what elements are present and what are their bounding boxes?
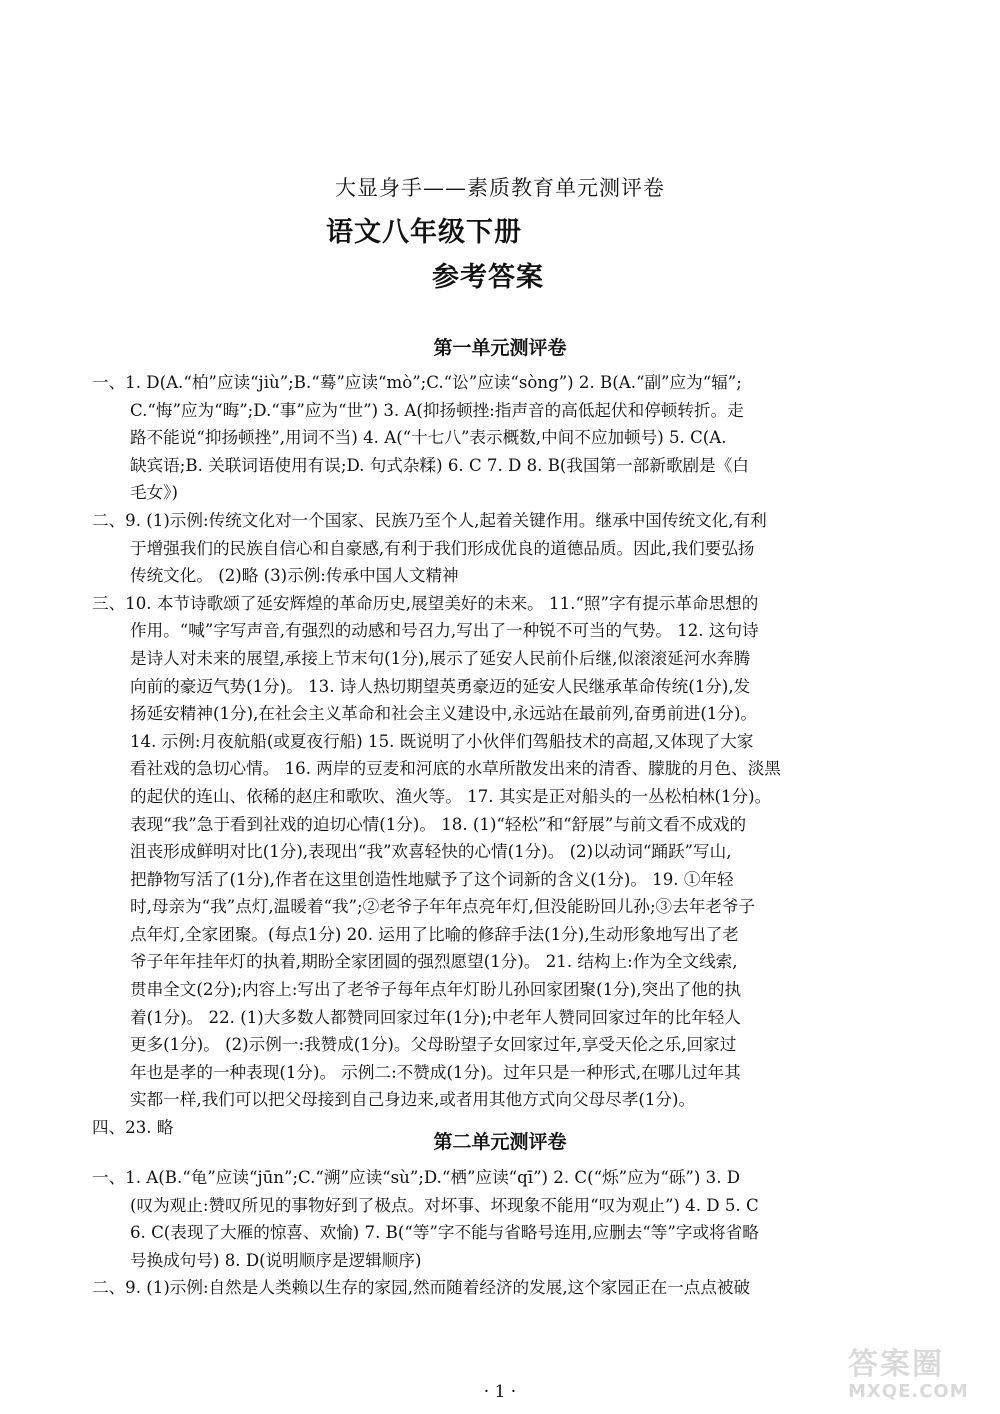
unit1-line: 一、1. D(A.“柏”应读“jiù”;B.“蓦”应读“mò”;C.“讼”应读“sòng”) 2. B(A.“副”应为“辐”; — [92, 373, 742, 392]
unit1-line: 14. 示例:月夜航船(或夏夜行船) 15. 既说明了小伙伴们驾船技术的高超,又体现了大家 — [130, 731, 754, 751]
unit1-line: 着(1分)。 22. (1)大多数人都赞同回家过年(1分);中老年人赞同回家过年的比年轻人 — [130, 1007, 741, 1027]
book-title: 语文八年级下册 — [326, 217, 522, 248]
unit1-line: 作用。“喊”字写声音,有强烈的动感和号召力,写出了一种锐不可当的气势。 12. 这句诗 — [130, 621, 759, 641]
unit1-line: 传统文化。 (2)略 (3)示例:传承中国人文精神 — [130, 566, 459, 586]
unit1-line: 的起伏的连山、依稀的赵庄和歌吹、渔火等。 17. 其实是正对船头的一丛松柏林(1分)。 — [130, 786, 772, 806]
unit1-line: 时,母亲为“我”点灯,温暖着“我”;②老爷子年年点亮年灯,但没能盼回儿孙;③去年老爷子 — [130, 897, 756, 917]
unit1-line: 表现“我”急于看到社戏的迫切心情(1分)。 18. (1)“轻松”和“舒展”与前文看不成戏的 — [130, 814, 747, 834]
unit1-line: 于增强我们的民族自信心和自豪感,有利于我们形成优良的道德品质。因此,我们要弘扬 — [130, 538, 755, 558]
answer-title: 参考答案 — [432, 262, 544, 293]
unit1-line: 沮丧形成鲜明对比(1分),表现出“我”欢喜轻快的心情(1分)。 (2)以动词“踊跃”写山, — [130, 842, 732, 862]
unit2-line: 号换成句号) 8. D(说明顺序是逻辑顺序) — [130, 1250, 422, 1270]
unit1-line: 看社戏的急切心情。 16. 两岸的豆麦和河底的水草所散发出来的清香、朦胧的月色、淡黑 — [130, 759, 781, 779]
unit1-line: 扬延安精神(1分),在社会主义革命和社会主义建设中,永远站在最前列,奋勇前进(1分)。 — [130, 704, 758, 724]
watermark-text-bottom: MXQE.COM — [848, 1381, 969, 1402]
unit1-line: C.“悔”应为“晦”;D.“事”应为“世”) 3. A(抑扬顿挫:指声音的高低起伏和停顿转折。走 — [130, 400, 744, 420]
series-title: 大显身手——素质教育单元测评卷 — [335, 176, 665, 200]
unit1-line: 贯串全文(2分);内容上:写出了老爷子每年点年灯盼儿孙回家团聚(1分),突出了他的执 — [130, 980, 742, 1000]
unit1-line: 向前的豪迈气势(1分)。 13. 诗人热切期望英勇豪迈的延安人民继承革命传统(1分),发 — [130, 676, 751, 696]
unit1-line: 更多(1分)。 (2)示例一:我赞成(1分)。父母盼望子女回家过年,享受天伦之乐,回家过 — [130, 1035, 737, 1055]
unit2-body — [92, 1164, 907, 1302]
unit1-heading: 第一单元测评卷 — [433, 337, 567, 359]
unit1-line: 年也是孝的一种表现(1分)。 示例二:不赞成(1分)。过年只是一种形式,在哪儿过年其 — [130, 1062, 741, 1082]
unit1-line: 二、9. (1)示例:传统文化对一个国家、民族乃至个人,起着关键作用。继承中国传统文化,有利 — [92, 510, 767, 530]
unit1-line: 爷子年年挂年灯的执着,期盼全家团圆的强烈愿望(1分)。 21. 结构上:作为全文线索, — [130, 952, 738, 972]
unit1-line: 三、10. 本节诗歌颂了延安辉煌的革命历史,展望美好的未来。 11.“照”字有提示革命思想的 — [92, 593, 759, 613]
unit1-line: 四、23. 略 — [92, 1118, 174, 1138]
unit2-heading: 第二单元测评卷 — [433, 1131, 567, 1153]
unit1-line: 缺宾语;B. 关联词语使用有误;D. 句式杂糅) 6. C 7. D 8. B(我国第一部新歌剧是《白 — [130, 455, 749, 475]
unit1-line: 是诗人对未来的展望,承接上节末句(1分),展示了延安人民前仆后继,似滚滚延河水奔腾 — [130, 648, 751, 668]
unit1-line: 路不能说“抑扬顿挫”,用词不当) 4. A(“十七八”表示概数,中间不应加顿号) 5. C(A. — [130, 428, 727, 448]
unit1-body — [92, 369, 907, 1142]
unit1-line: 实都一样,我们可以把父母接到自己身边来,或者用其他方式向父母尽孝(1分)。 — [130, 1090, 696, 1110]
unit2-line: (叹为观止:赞叹所见的事物好到了极点。对坏事、坏现象不能用“叹为观止”) 4. D 5. C — [130, 1195, 759, 1215]
unit2-line: 一、1. A(B.“龟”应读“jūn”;C.“溯”应读“sù”;D.“栖”应读“qī”) 2. C(“烁”应为“砾”) 3. D — [92, 1168, 741, 1187]
unit1-line: 点年灯,全家团聚。(每点1分) 20. 运用了比喻的修辞手法(1分),生动形象地写出了老 — [130, 924, 739, 944]
unit2-line: 二、9. (1)示例:自然是人类赖以生存的家园,然而随着经济的发展,这个家园正在一点点被破 — [92, 1278, 751, 1298]
unit1-line: 毛女》) — [130, 483, 178, 503]
unit1-line: 把静物写活了(1分),作者在这里创造性地赋予了这个词新的含义(1分)。 19. ①年轻 — [130, 869, 734, 889]
watermark-text-top: 答案圈 — [848, 1347, 944, 1382]
page-number: · 1 · — [483, 1382, 517, 1402]
watermark-logo — [848, 1348, 988, 1408]
unit2-line: 6. C(表现了大雁的惊喜、欢愉) 7. B(“等”字不能与省略号连用,应删去“等”字或将省略 — [130, 1223, 759, 1243]
